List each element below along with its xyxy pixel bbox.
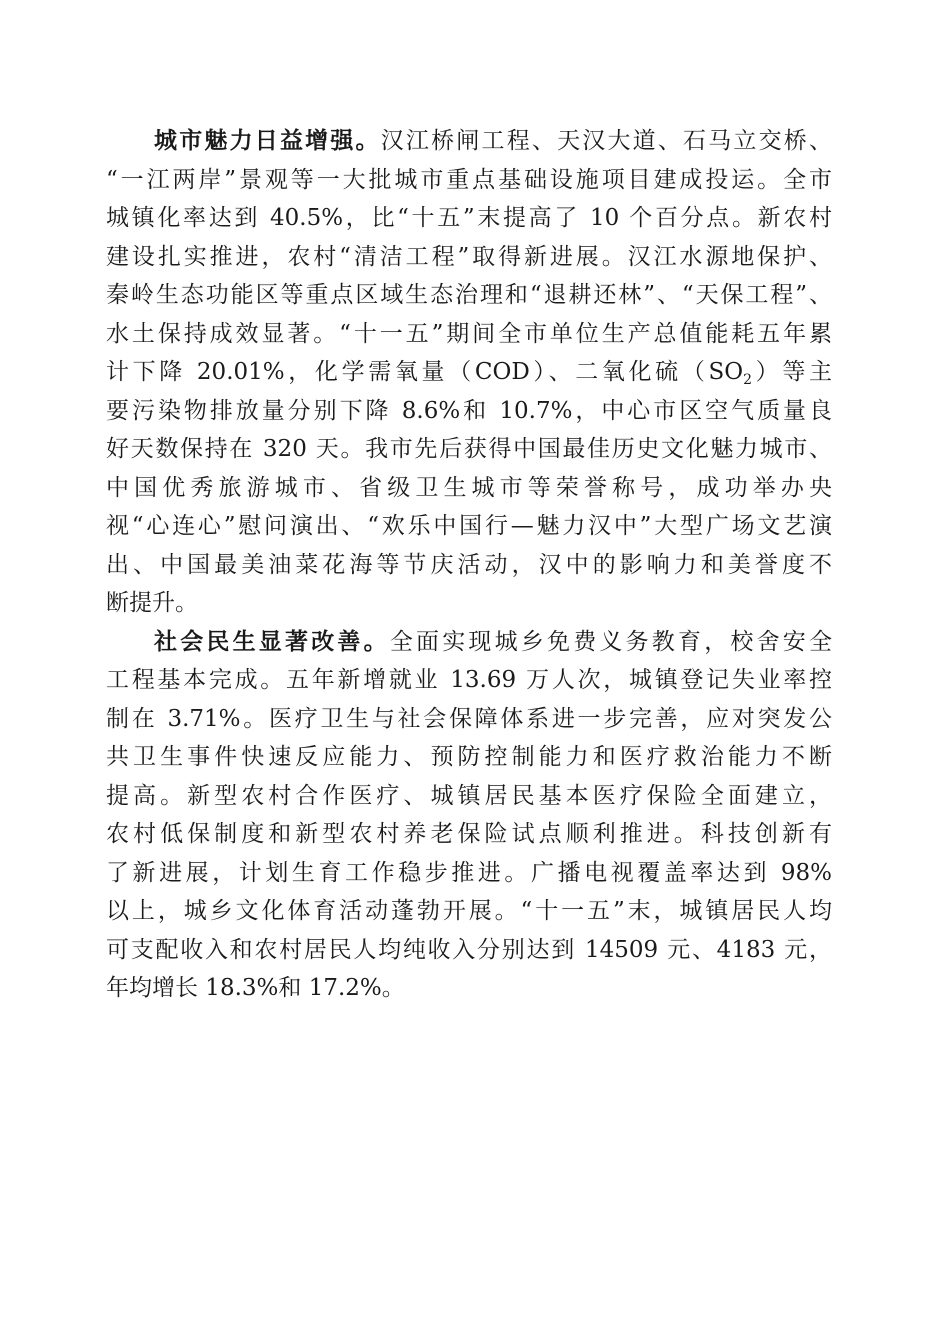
paragraph-line: 断提升。 [106,590,198,616]
document-body [106,122,832,1008]
paragraph-line [106,122,832,161]
paragraph-line [106,353,832,392]
paragraph-line [106,623,832,662]
paragraph-line: 好天数保持在 320 天。我市先后获得中国最佳历史文化魅力城市、 [106,436,832,462]
paragraph-line: 可支配收入和农村居民人均纯收入分别达到 14509 元、4183 元， [106,936,832,963]
paragraph-line: 农村低保制度和新型农村养老保险试点顺利推进。科技创新有 [106,821,832,847]
paragraph-line: 视“心连心”慰问演出、“欢乐中国行—魅力汉中”大型广场文艺演 [106,513,832,539]
line-text: ）等主 [752,359,832,385]
paragraph-heading: 城市魅力日益增强。 [154,127,381,154]
paragraph-line: 了新进展，计划生育工作稳步推进。广播电视覆盖率达到 98% [106,859,832,886]
line-text: 汉江桥闸工程、天汉大道、石马立交桥、 [380,128,833,154]
paragraph-line: 提高。新型农村合作医疗、城镇居民基本医疗保险全面建立， [106,782,832,809]
paragraph-heading: 社会民生显著改善。 [154,627,390,655]
paragraph-line: 城镇化率达到 40.5%，比“十五”末提高了 10 个百分点。新农村 [106,205,832,231]
paragraph-line: “一江两岸”景观等一大批城市重点基础设施项目建成投运。全市 [106,166,832,193]
paragraph-line: 建设扎实推进，农村“清洁工程”取得新进展。汉江水源地保护、 [106,243,832,270]
paragraph-line: 出、中国最美油菜花海等节庆活动，汉中的影响力和美誉度不 [106,551,832,578]
paragraph-city-charm [106,122,832,623]
paragraph-line: 秦岭生态功能区等重点区域生态治理和“退耕还林”、“天保工程”、 [106,282,832,308]
line-text: 计下降 20.01%，化学需氧量（COD）、二氧化硫（SO [106,359,744,385]
paragraph-line: 工程基本完成。五年新增就业 13.69 万人次，城镇登记失业率控 [106,667,832,693]
paragraph-line: 中国优秀旅游城市、省级卫生城市等荣誉称号，成功举办央 [106,474,832,501]
subscript: 2 [743,372,753,388]
paragraph-line: 制在 3.71%。医疗卫生与社会保障体系进一步完善，应对突发公 [106,705,832,732]
line-text: 全面实现城乡免费义务教育，校舍安全 [389,628,833,655]
paragraph-line: 水土保持成效显著。“十一五”期间全市单位生产总值能耗五年累 [106,320,832,347]
paragraph-line: 以上，城乡文化体育活动蓬勃开展。“十一五”末，城镇居民人均 [106,898,832,924]
paragraph-line: 共卫生事件快速反应能力、预防控制能力和医疗救治能力不断 [106,744,832,770]
paragraph-line: 要污染物排放量分别下降 8.6%和 10.7%，中心市区空气质量良 [106,397,832,424]
paragraph-social-livelihood [106,623,832,1008]
paragraph-line: 年均增长 18.3%和 17.2%。 [106,975,405,1001]
